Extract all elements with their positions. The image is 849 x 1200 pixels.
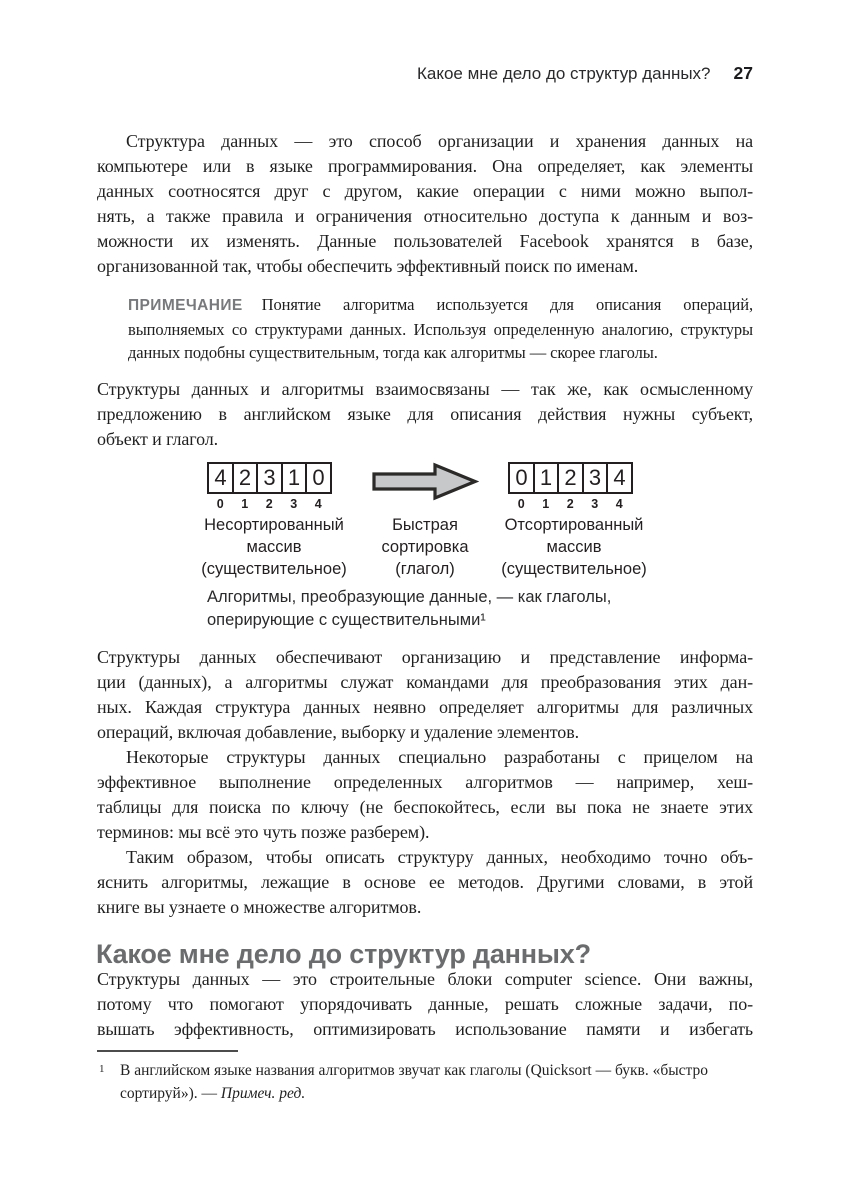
array-cell: 1 [533,462,560,494]
footnote [97,1050,757,1105]
text-line: можности их изменять. Данные пользователей Facebook хранятся в базе, [97,231,753,251]
array-cell: 2 [232,462,259,494]
page-number: 27 [733,63,753,83]
footnote-marker: 1 [99,1063,105,1075]
footnote-line-2 [120,1082,757,1105]
text-line: (существительное) [201,560,347,578]
running-head [97,63,753,84]
text-line: оперирующие с существительными¹ [207,611,486,629]
array-index: 4 [615,497,623,511]
text-line: Быстрая [392,516,458,534]
unsorted-array-indices [208,497,331,511]
array-index: 0 [517,497,525,511]
sorted-array [508,462,633,494]
running-head-title: Какое мне дело до структур данных? [416,64,711,83]
text-line: сортировка [381,538,469,556]
paragraph-thus [97,845,753,920]
text-line: операций, включая добавление, выборку и удаление элементов. [97,722,579,742]
text-line: нять, а также правила и ограничения относительно доступа к данным и воз- [97,206,753,226]
array-index: 2 [265,497,273,511]
array-index: 2 [566,497,574,511]
text-line: потому что помогают упорядочивать данные, решать сложные задачи, по- [97,994,753,1014]
array-cell: 0 [508,462,535,494]
array-index: 3 [591,497,599,511]
array-index: 4 [314,497,322,511]
figure-caption [207,586,611,632]
text-line: Таким образом, чтобы описать структуру данных, необходимо точно объ- [126,847,753,867]
array-cell: 3 [582,462,609,494]
sorted-array-indices [509,497,632,511]
text-line: Структура данных — это способ организации и хранения данных на [126,131,753,151]
array-index: 3 [290,497,298,511]
array-cell: 1 [281,462,308,494]
section-heading: Какое мне дело до структур данных? [96,939,591,970]
text-line: предложению в английском языке для описания действия нужны субъект, [97,404,753,424]
paragraph-intro [97,129,753,279]
sorted-array-label [474,514,674,580]
array-cell: 0 [305,462,332,494]
text-line: яснить алгоритмы, лежащие в основе ее методов. Другими словами, в этой [97,872,753,892]
text-line: эффективное выполнение определенных алгоритмов — например, хеш- [97,772,753,792]
footnote-line-1: В английском языке названия алгоритмов звучат как глаголы (Quicksort — букв. «быстро [120,1062,709,1079]
note-text: Понятие алгоритма используется для описания операций, выполняемых со структурами данных. Используя определенную аналогию, структуры данных подобны существительным, тогда как алгоритмы — скорее глаголы. [128,295,753,362]
note-label: ПРИМЕЧАНИЕ [128,297,243,314]
text-line: массив [246,538,302,556]
note-block [128,293,753,365]
array-cell: 3 [256,462,283,494]
text-line: вышать эффективность, оптимизировать использование памяти и избегать [97,1019,753,1039]
text-line: (существительное) [501,560,647,578]
paragraph-organization [97,645,753,745]
unsorted-array [207,462,332,494]
text-line: организованной так, чтобы обеспечить эффективный поиск по именам. [97,256,639,276]
text-line: (глагол) [395,560,455,578]
array-cell: 4 [606,462,633,494]
text-line: Структуры данных обеспечивают организацию и представление информа- [97,647,753,667]
text-line: Отсортированный [504,516,644,534]
text-line: массив [546,538,602,556]
text-line: данных соотносятся друг с другом, какие операции с ними можно выпол- [97,181,753,201]
array-index: 1 [542,497,550,511]
text-line: ции (данных), а алгоритмы служат командами для преобразования этих дан- [97,672,753,692]
text-line: таблицы для поиска по ключу (не беспокойтесь, если вы пока не знаете этих [97,797,753,817]
text-line: ных. Каждая структура данных неявно определяет алгоритмы для различных [97,697,753,717]
footnote-editor-note: Примеч. ред. [220,1085,306,1102]
array-index: 0 [216,497,224,511]
right-arrow-icon [371,462,479,501]
footnote-divider [97,1050,238,1052]
text-line: компьютере или в языке программирования. Она определяет, как элементы [97,156,753,176]
text-line: Структуры данных и алгоритмы взаимосвязаны — так же, как осмысленному [97,379,753,399]
text-line: Структуры данных — это строительные блоки computer science. Они важны, [97,969,753,989]
footnote-body [97,1059,757,1105]
text-line: объект и глагол. [97,429,219,449]
text-line: терминов: мы всё это чуть позже разберем). [97,822,430,842]
paragraph-building-blocks [97,967,753,1042]
text-line: Несортированный [204,516,344,534]
text-line: книге вы узнаете о множестве алгоритмов. [97,897,422,917]
text-line: Алгоритмы, преобразующие данные, — как глаголы, [207,588,612,606]
paragraph-special-structures [97,745,753,845]
array-index: 1 [241,497,249,511]
sorting-figure [97,460,753,650]
text-line: Некоторые структуры данных специально разработаны с прицелом на [126,747,753,767]
footnote-line-2-text: сортируй»). — [120,1085,221,1102]
array-cell: 2 [557,462,584,494]
paragraph-interrelation [97,377,753,452]
array-cell: 4 [207,462,234,494]
